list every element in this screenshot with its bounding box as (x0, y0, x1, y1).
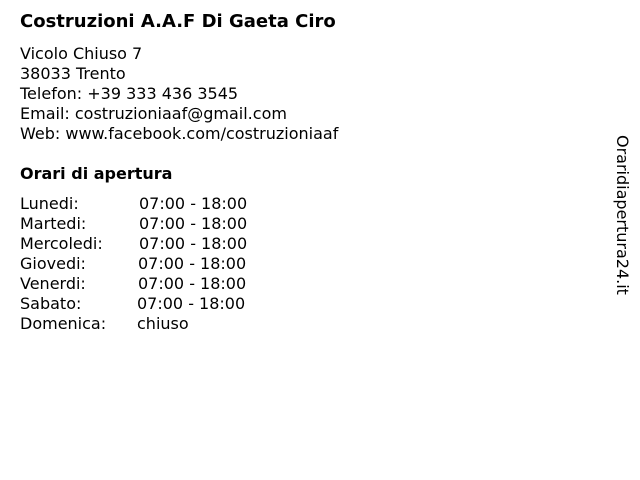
day-label: Mercoledi: (20, 234, 103, 253)
day-label: Venerdi: (20, 274, 86, 293)
web-text: Web: www.facebook.com/costruzioniaaf (20, 124, 339, 143)
day-label: Martedi: (20, 214, 87, 233)
time-value: chiuso (137, 314, 189, 333)
email-text: Email: costruzioniaaf@gmail.com (20, 104, 287, 123)
city-address: 38033 Trento (20, 64, 126, 83)
time-value: 07:00 - 18:00 (138, 274, 247, 293)
time-value: 07:00 - 18:00 (139, 214, 248, 233)
hours-title: Orari di apertura (20, 164, 173, 183)
phone-text: Telefon: +39 333 436 3545 (20, 84, 239, 103)
day-label: Domenica: (20, 314, 107, 333)
day-label: Giovedi: (20, 254, 86, 273)
time-value: 07:00 - 18:00 (137, 294, 246, 313)
business-name: Costruzioni A.A.F Di Gaeta Ciro (20, 11, 336, 32)
time-value: 07:00 - 18:00 (139, 194, 248, 213)
site-watermark: Oraridiapertura24.it (613, 135, 632, 295)
street-address: Vicolo Chiuso 7 (20, 44, 143, 63)
day-label: Sabato: (20, 294, 82, 313)
time-value: 07:00 - 18:00 (139, 234, 248, 253)
time-value: 07:00 - 18:00 (138, 254, 247, 273)
contact-info (20, 44, 338, 144)
day-label: Lunedi: (20, 194, 79, 213)
